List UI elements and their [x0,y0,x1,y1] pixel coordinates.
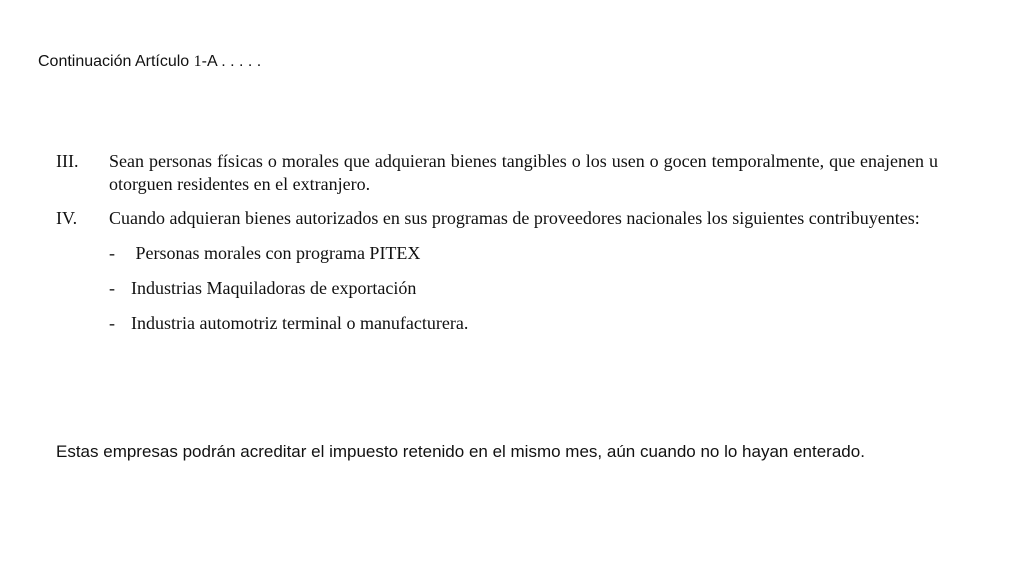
list-item-iii [56,150,938,196]
list-item-text: Cuando adquieran bienes autorizados en sus programas de proveedores nacionales los siguientes contribuyentes: [109,208,920,228]
article-heading [38,52,261,72]
heading-prefix: Continuación Artículo [38,53,194,70]
sub-item-text: Industrias Maquiladoras de exportación [131,278,417,298]
heading-suffix: -A . . . . . [201,53,262,70]
sub-item-pitex [109,242,938,265]
list-item-text: Sean personas físicas o morales que adquieran bienes tangibles o los usen o gocen temporalmente, que enajenen u otorguen residentes en el extranjero. [109,151,938,194]
list-marker: III. [56,151,79,171]
sub-item-dash: - [109,313,115,333]
sub-item-dash: - [109,278,115,298]
closing-note: Estas empresas podrán acreditar el impuesto retenido en el mismo mes, aún cuando no lo hayan enterado. [56,442,865,461]
sub-item-text: Personas morales con programa PITEX [131,243,421,263]
list-item-iv [56,207,938,230]
sub-item-dash: - [109,243,115,263]
heading-number: 1 [193,53,202,70]
sub-item-maquiladoras [109,277,938,300]
list-marker: IV. [56,208,78,228]
article-list [56,150,938,335]
sub-item-automotriz [109,312,938,335]
sub-item-text: Industria automotriz terminal o manufacturera. [131,313,469,333]
